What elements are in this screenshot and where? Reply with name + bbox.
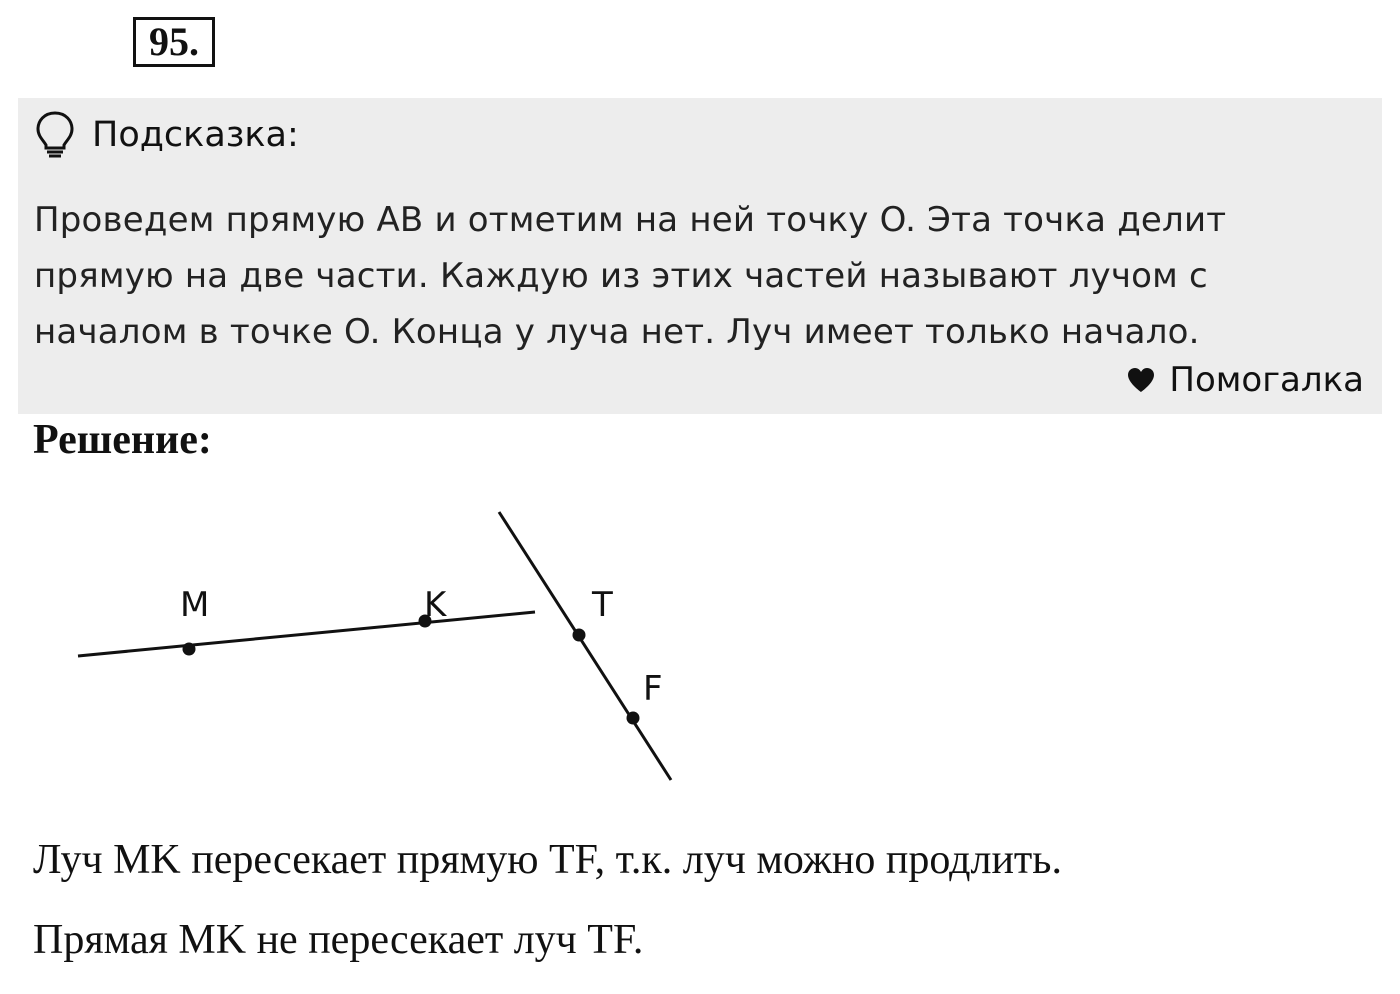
brand-signature <box>1127 360 1364 400</box>
label-f: F <box>643 669 663 709</box>
ray-mk <box>78 612 535 656</box>
geometry-figure <box>0 480 760 800</box>
point-f <box>627 712 640 725</box>
line-tf <box>499 512 671 780</box>
solution-label: Решение: <box>33 417 212 463</box>
label-m: M <box>180 585 210 625</box>
hint-header <box>34 110 299 160</box>
label-t: T <box>592 585 613 625</box>
hint-box <box>18 98 1382 414</box>
hint-title: Подсказка: <box>92 115 299 155</box>
brand-name: Помогалка <box>1169 360 1364 400</box>
lightbulb-icon <box>34 110 76 160</box>
answer-line-2: Прямая MK не пересекает луч TF. <box>33 917 644 963</box>
point-t <box>573 629 586 642</box>
point-m <box>183 643 196 656</box>
label-k: K <box>424 585 447 625</box>
problem-number: 95. <box>133 17 215 67</box>
heart-icon <box>1127 367 1155 393</box>
answer-line-1: Луч MK пересекает прямую TF, т.к. луч можно продлить. <box>33 837 1062 883</box>
hint-text: Проведем прямую AB и отметим на ней точку O. Эта точка делит прямую на две части. Каждую из этих частей называют лучом с началом в точке O. Конца у луча нет. Луч имеет только начало. <box>34 200 1227 352</box>
